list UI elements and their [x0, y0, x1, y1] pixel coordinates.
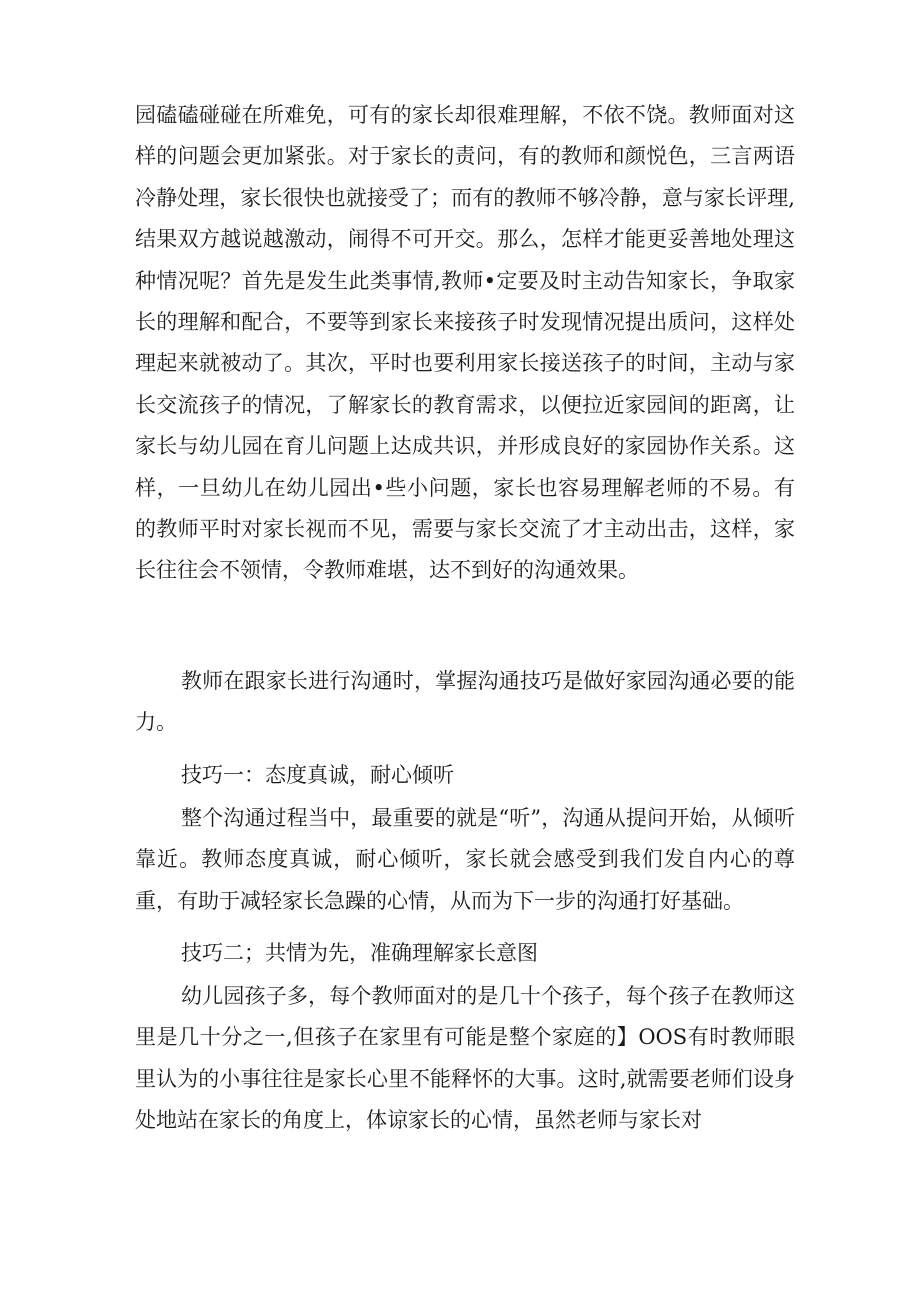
paragraph-skill-one: 整个沟通过程当中，最重要的就是“听”，沟通从提问开始，从倾听靠近。教师态度真诚，耐心倾听，家长就会感受到我们发自内心的尊重，有助于减轻家长急躁的心情，从而为下一步的沟通打好基础。 [135, 806, 795, 913]
heading-skill-two: 技巧二；共情为先，准确理解家长意图 [181, 941, 538, 965]
heading-skill-one: 技巧一：态度真诚，耐心倾听 [181, 763, 454, 787]
paragraph-home-school-conflict: 园磕磕碰碰在所难免，可有的家长却很难理解，不依不饶。教师面对这样的问题会更加紧张。对于家长的责问，有的教师和颜悦色，三言两语冷静处理，家长很快也就接受了；而有的教师不够冷静，意与家长评理,结果双方越说越激动，闹得不可开交。那么，怎样才能更妥善地处理这种情况呢？首先是发生此类事情,教师•定要及时主动告知家长，争取家长的理解和配合，不要等到家长来接孩子时发现情况提出质问，这样处理起来就被动了。其次，平时也要利用家长接送孩子的时间，主动与家长交流孩子的情况，了解家长的教育需求，以便拉近家园间的距离，让家长与幼儿园在育儿问题上达成共识，并形成良好的家园协作关系。这样，一旦幼儿在幼儿园出•些小问题，家长也容易理解老师的不易。有的教师平时对家长视而不见，需要与家长交流了才主动出击，这样，家长往往会不领情，令教师难堪，达不到好的沟通效果。 [135, 103, 795, 583]
paragraph-communication-skills-intro: 教师在跟家长进行沟通时，掌握沟通技巧是做好家园沟通必要的能力。 [135, 669, 795, 735]
paragraph-skill-two: 幼儿园孩子多，每个教师面对的是几十个孩子，每个孩子在教师这里是几十分之一,但孩子在家里有可能是整个家庭的】OOS有时教师眼里认为的小事往往是家长心里不能释怀的大事。这时,就需要老师们设身处地站在家长的角度上，体谅家长的心情，虽然老师与家长对 [135, 984, 795, 1133]
